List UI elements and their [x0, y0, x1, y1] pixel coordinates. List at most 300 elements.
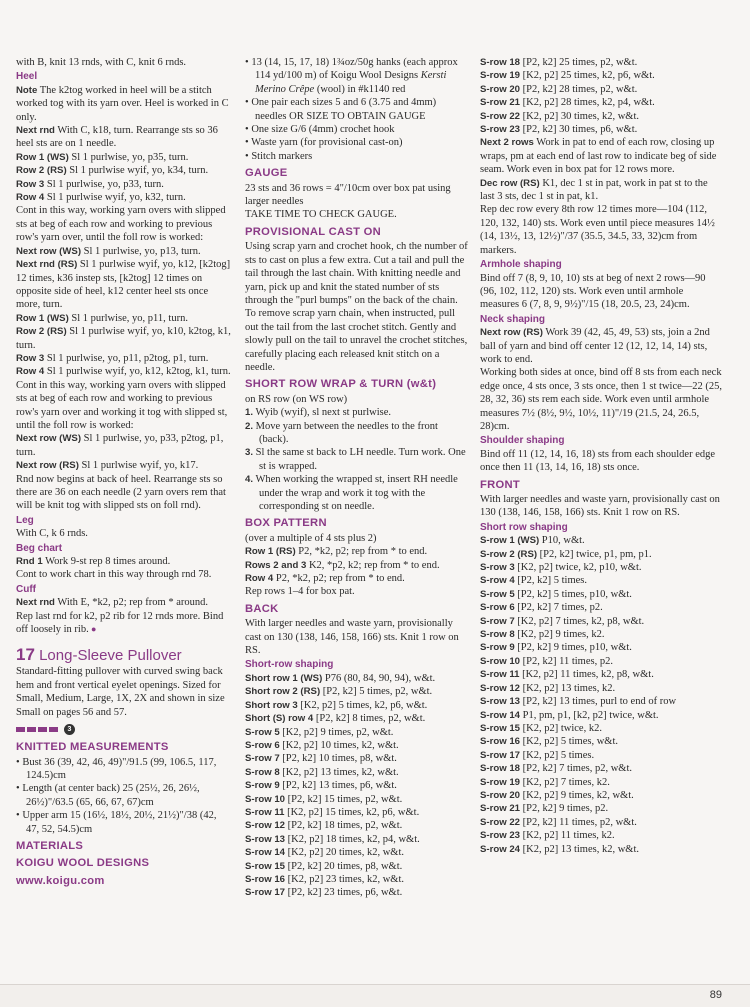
- row-label: S-row 23: [480, 124, 520, 136]
- instruction-paragraph: [16, 124, 231, 151]
- row-label: Next rnd (RS): [16, 259, 78, 271]
- row-label: S-row 16: [245, 873, 285, 885]
- skill-block-icon: [16, 727, 25, 732]
- text: FRONT: [480, 478, 521, 491]
- text: www.koigu.com: [16, 874, 105, 887]
- instruction-paragraph: [480, 615, 723, 628]
- instruction-paragraph: [16, 84, 231, 124]
- text: Upper arm 15 (16½, 18½, 20½, 21½)"/38 (42, 47, 52, 54.5)cm: [22, 810, 217, 835]
- row-label: 4.: [245, 474, 254, 486]
- instruction-paragraph: [16, 56, 231, 69]
- bullet-item: [245, 56, 468, 96]
- bullet-item: [16, 809, 231, 836]
- instruction-paragraph: [245, 819, 468, 832]
- instruction-paragraph: [480, 56, 723, 69]
- text: [K2, p2] 28 times, k2, p4, w&t.: [520, 97, 655, 109]
- text: Sl 1 purlwise, yo, p11, p2tog, p1, turn.: [44, 352, 209, 364]
- bullet-icon: •: [245, 124, 252, 136]
- instruction-paragraph: [480, 203, 723, 257]
- text: [K2, p2] 5 times, w&t.: [520, 736, 618, 748]
- instruction-paragraph: [16, 245, 231, 258]
- row-label: S-row 8: [480, 629, 515, 641]
- text: (wool) in #k1140 red: [314, 83, 406, 95]
- instruction-paragraph: [245, 779, 468, 792]
- instruction-paragraph: [16, 568, 231, 581]
- row-label: S-row 14: [480, 709, 520, 721]
- bullet-icon: •: [245, 137, 252, 149]
- text: [K2, p2] 13 times, k2, w&t.: [520, 843, 639, 855]
- row-label: S-row 9: [245, 780, 280, 792]
- section-heading: [16, 840, 231, 853]
- row-label: Next row (RS): [480, 327, 543, 339]
- bullet-item: [245, 123, 468, 136]
- row-label: S-row 14: [245, 847, 285, 859]
- text: [P2, k2] 5 times.: [514, 575, 587, 587]
- instruction-paragraph: [480, 548, 723, 561]
- instruction-paragraph: [245, 699, 468, 712]
- instruction-paragraph: [480, 601, 723, 614]
- row-label: S-row 7: [245, 753, 280, 765]
- text: [P2, k2] 18 times, p2, w&t.: [285, 820, 403, 832]
- numbered-step: [245, 446, 468, 473]
- instruction-paragraph: [16, 459, 231, 472]
- instruction-paragraph: [16, 610, 231, 637]
- text: Sl 1 purlwise, yo, p13, turn.: [81, 245, 201, 257]
- instruction-paragraph: [480, 574, 723, 587]
- text: GAUGE: [245, 167, 288, 180]
- text: MATERIALS: [16, 839, 84, 852]
- row-label: S-row 17: [480, 749, 520, 761]
- text: [K2, p2] 25 times, k2, p6, w&t.: [520, 70, 655, 82]
- text: K1, dec 1 st in pat, work in pat st to the last 3 sts, dec 1 st in pat, k1.: [480, 177, 708, 203]
- row-label: S-row 7: [480, 615, 515, 627]
- pattern-title: [16, 646, 231, 665]
- row-label: S-row 15: [245, 860, 285, 872]
- instruction-paragraph: [245, 240, 468, 374]
- text: Bind off 7 (8, 9, 10, 10) sts at beg of next 2 rows—90 (96, 102, 112, 120) sts. Work even until armhole measures 6 (7, 8, 9, 9½)"/15 (18, 20.5, 23, 24)cm.: [480, 272, 706, 311]
- bullet-icon: •: [16, 810, 23, 822]
- instruction-paragraph: [16, 151, 231, 164]
- instruction-paragraph: [480, 588, 723, 601]
- column-middle: [245, 56, 468, 900]
- text: Cuff: [16, 583, 36, 595]
- instruction-paragraph: [480, 668, 723, 681]
- text: One size G/6 (4mm) crochet hook: [251, 124, 395, 136]
- text: BOX PATTERN: [245, 517, 327, 530]
- text: [P2, k2] 15 times, p2, w&t.: [285, 793, 403, 805]
- instruction-paragraph: [245, 860, 468, 873]
- numbered-step: [245, 473, 468, 513]
- instruction-paragraph: [245, 712, 468, 725]
- instruction-paragraph: [480, 96, 723, 109]
- text: With larger needles and waste yarn, provisionally cast on 130 (138, 146, 158, 166) sts. Knit 1 row on RS.: [245, 618, 459, 657]
- text: Sl 1 purlwise, yo, p33, p2tog, p1, turn.: [16, 433, 224, 458]
- text: [P2, k2] 25 times, p2, w&t.: [520, 57, 638, 68]
- text: [K2, p2] 10 times, k2, w&t.: [279, 739, 399, 751]
- instruction-paragraph: [480, 802, 723, 815]
- row-label: Short row 1 (WS): [245, 672, 323, 684]
- text: P1, pm, p1, [k2, p2] twice, w&t.: [520, 709, 659, 721]
- row-label: S-row 2 (RS): [480, 548, 538, 560]
- instruction-paragraph: [480, 448, 723, 475]
- bullet-item: [16, 782, 231, 809]
- row-label: Next rnd: [16, 597, 55, 609]
- subsection-heading: [16, 542, 231, 555]
- text: [K2, p2] 18 times, k2, p4, w&t.: [285, 833, 420, 845]
- text: Bind off 11 (12, 14, 16, 18) sts from each shoulder edge once then 11 (13, 14, 16, 18) sts once.: [480, 448, 716, 474]
- text: with B, knit 13 rnds, with C, knit 6 rnds.: [16, 57, 187, 68]
- text: Using scrap yarn and crochet hook, ch the number of sts to cast on plus a few extra. Cut a tail and pull the tail through the last chain. With knitting needle and yarn, pick up and knit the stated number of sts through the "purl bumps" on the back of the chain. To remove scrap yarn chain, when instructed, pull out the tail from the last crochet stitch. Gently and slowly pull on the tail to unravel the crochet stitches, carefully placing each released knit stitch on a needle.: [245, 241, 468, 373]
- text: Neck shaping: [480, 313, 546, 325]
- instruction-paragraph: [16, 432, 231, 459]
- yarn-name: Kersti Merino Crêpe: [255, 70, 447, 95]
- instruction-paragraph: [245, 766, 468, 779]
- instruction-paragraph: [480, 83, 723, 96]
- row-label: S-row 21: [480, 97, 520, 109]
- row-label: S-row 18: [480, 57, 520, 68]
- text: P76 (80, 84, 90, 94), w&t.: [322, 672, 436, 684]
- heel-leg-cuff-instructions: [16, 56, 231, 636]
- instruction-paragraph: [480, 749, 723, 762]
- text: Work 9-st rep 8 times around.: [42, 556, 171, 568]
- text: [K2, p2] 5 times.: [520, 749, 595, 761]
- row-label: S-row 23: [480, 830, 520, 842]
- row-label: S-row 18: [480, 763, 520, 775]
- text: Rep dec row every 8th row 12 times more—104 (112, 120, 132, 140) sts. Work even until piece measures 14½ (14, 13½, 13, 12½)"/37 (35.5, 34.5, 33, 32)cm from markers.: [480, 204, 715, 256]
- row-label: Row 2 (RS): [16, 326, 67, 338]
- instruction-paragraph: [16, 204, 231, 244]
- pattern-name: Long-Sleeve Pullover: [39, 647, 182, 665]
- text: [K2, p2] 30 times, k2, w&t.: [520, 110, 639, 122]
- row-label: Row 3: [16, 178, 45, 190]
- text: [P2, k2] 13 times, purl to end of row: [520, 696, 677, 708]
- bullet-item: [16, 756, 231, 783]
- skill-badge-icon: 3: [64, 724, 75, 735]
- text: [K2, p2] 7 times, k2, p8, w&t.: [514, 615, 645, 627]
- instruction-paragraph: [480, 326, 723, 366]
- row-label: Row 2 (RS): [16, 165, 67, 177]
- row-label: S-row 6: [480, 602, 515, 614]
- text: BACK: [245, 602, 279, 615]
- subsection-heading: [16, 583, 231, 596]
- instruction-paragraph: [480, 843, 723, 856]
- instruction-paragraph: [245, 793, 468, 806]
- row-label: Rnd 1: [16, 556, 43, 568]
- section-heading: [16, 741, 231, 754]
- text: [P2, k2] 9 times, p10, w&t.: [514, 642, 632, 654]
- text: [P2, k2] 8 times, p2, w&t.: [313, 713, 426, 725]
- instruction-paragraph: [480, 177, 723, 204]
- text: Stitch markers: [251, 150, 313, 162]
- column-right: [480, 56, 723, 856]
- text: With C, k 6 rnds.: [16, 528, 88, 540]
- text: [P2, k2] 10 times, p8, w&t.: [279, 753, 397, 765]
- text: [K2, p2] 7 times, k2.: [520, 776, 610, 788]
- text: [P2, k2] 7 times, p2.: [514, 602, 603, 614]
- text: [K2, p2] twice, k2.: [520, 722, 602, 734]
- text: (over a multiple of 4 sts plus 2): [245, 532, 377, 544]
- row-label: Short row 2 (RS): [245, 686, 321, 698]
- row-label: S-row 1 (WS): [480, 535, 540, 547]
- instruction-paragraph: [16, 365, 231, 378]
- instruction-paragraph: [480, 829, 723, 842]
- subsection-heading: [480, 521, 723, 534]
- text: Length (at center back) 25 (25½, 26, 26½, 26½)"/63.5 (65, 66, 67, 67)cm: [22, 783, 200, 808]
- instruction-paragraph: [16, 164, 231, 177]
- bullet-item: [245, 96, 468, 123]
- text: KOIGU WOOL DESIGNS: [16, 857, 150, 870]
- row-label: Row 3: [16, 352, 45, 364]
- row-label: S-row 10: [480, 655, 520, 667]
- row-label: 2.: [245, 420, 254, 432]
- text: Armhole shaping: [480, 259, 562, 271]
- text: 13 (14, 15, 17, 18) 1¾oz/50g hanks (each approx 114 yd/100 m) of Koigu Wool Designs: [251, 57, 458, 82]
- instruction-paragraph: [245, 846, 468, 859]
- instruction-paragraph: [16, 527, 231, 540]
- text: Rnd now begins at back of heel. Rearrange sts so there are 36 on each needle (2 yarn overs rem that will be knit tog with slipped sts on foll rnd).: [16, 473, 226, 512]
- instruction-paragraph: [16, 596, 231, 609]
- text: [K2, p2] 11 times, k2, p8, w&t.: [519, 669, 654, 681]
- row-label: Short (S) row 4: [245, 713, 314, 725]
- text: [P2, k2] 11 times, p2.: [520, 655, 613, 667]
- section-heading: [16, 875, 231, 888]
- row-label: Note: [16, 84, 38, 96]
- row-label: S-row 9: [480, 642, 515, 654]
- instruction-paragraph: [480, 534, 723, 547]
- text: Wyib (wyif), sl next st purlwise.: [253, 407, 392, 419]
- instruction-paragraph: [480, 136, 723, 176]
- skill-block-icon: [38, 727, 47, 732]
- skill-block-icon: [27, 727, 36, 732]
- text: Rep last rnd for k2, p2 rib for 12 rnds more. Bind off loosely in rib.: [16, 610, 224, 636]
- instruction-paragraph: [480, 709, 723, 722]
- instruction-paragraph: [480, 69, 723, 82]
- bullet-icon: •: [245, 97, 252, 109]
- text: [P2, k2] 28 times, p2, w&t.: [520, 83, 638, 95]
- instruction-paragraph: [480, 655, 723, 668]
- instruction-paragraph: [480, 789, 723, 802]
- instruction-paragraph: [480, 366, 723, 433]
- skill-level-indicator: [16, 724, 231, 735]
- text: Rep rows 1–4 for box pat.: [245, 586, 355, 598]
- text: With larger needles and waste yarn, provisionally cast on 130 (138, 146, 158, 166) sts. Knit 1 row on RS.: [480, 494, 720, 519]
- text: [P2, k2] twice, p1, pm, p1.: [537, 548, 652, 560]
- row-label: 3.: [245, 447, 254, 459]
- measurements-materials: [16, 741, 231, 888]
- text: PROVISIONAL CAST ON: [245, 225, 382, 238]
- text: [P2, k2] 23 times, p6, w&t.: [285, 887, 403, 899]
- instruction-paragraph: [245, 559, 468, 572]
- instruction-paragraph: [245, 806, 468, 819]
- row-label: S-row 13: [480, 696, 520, 708]
- text: [P2, k2] 7 times, p2, w&t.: [520, 763, 632, 775]
- text: The k2tog worked in heel will be a stitch worked tog with its yarn over. Heel is worked in C only.: [16, 84, 229, 123]
- instruction-paragraph: [16, 258, 231, 312]
- text: [K2, p2] 9 times, p2, w&t.: [279, 726, 394, 738]
- numbered-step: [245, 406, 468, 419]
- row-label: Row 4: [16, 366, 45, 378]
- text: TAKE TIME TO CHECK GAUGE.: [245, 209, 397, 221]
- instruction-paragraph: [245, 726, 468, 739]
- row-label: Row 1 (RS): [245, 546, 296, 558]
- instruction-paragraph: [16, 352, 231, 365]
- numbered-step: [245, 420, 468, 447]
- text: [K2, p2] 20 times, k2, w&t.: [285, 847, 404, 859]
- skill-block-icon: [49, 727, 58, 732]
- instruction-paragraph: [480, 722, 723, 735]
- text: P2, *k2, p2; rep from * to end.: [273, 573, 405, 585]
- instruction-paragraph: [245, 617, 468, 657]
- bullet-icon: •: [16, 783, 23, 795]
- row-label: Dec row (RS): [480, 177, 540, 189]
- instruction-paragraph: [245, 752, 468, 765]
- section-heading: [245, 603, 468, 616]
- instruction-paragraph: [480, 682, 723, 695]
- text: Shoulder shaping: [480, 435, 565, 447]
- text: When working the wrapped st, insert RH needle under the wrap and work it tog with the corresponding st on needle.: [253, 474, 458, 512]
- instruction-paragraph: [480, 695, 723, 708]
- row-label: Row 1 (WS): [16, 312, 69, 324]
- text: Cont in this way, working yarn overs with slipped sts at beg of each row and working to previous row's yarn over and working it tog with slipped st, until the foll row is worked:: [16, 379, 228, 431]
- subsection-heading: [16, 514, 231, 527]
- instruction-paragraph: [16, 312, 231, 325]
- text: Heel: [16, 71, 38, 83]
- text: KNITTED MEASUREMENTS: [16, 741, 169, 754]
- section-heading: [245, 517, 468, 530]
- instruction-paragraph: [480, 735, 723, 748]
- text: Sl 1 purlwise, yo, p11, turn.: [68, 312, 188, 324]
- row-label: Row 4: [245, 573, 274, 585]
- subsection-heading: [480, 313, 723, 326]
- text: SHORT ROW WRAP & TURN (w&t): [245, 378, 437, 391]
- bullet-icon: •: [245, 57, 252, 68]
- text: Sl 1 purlwise wyif, yo, k17.: [78, 460, 199, 472]
- text: [P2, k2] 30 times, p6, w&t.: [520, 124, 638, 136]
- text: Sl 1 purlwise wyif, yo, k12, [k2tog] 12 times, k36 instep sts, [k2tog] 12 times on opposite side of heel, k12 center heel sts once more, turn.: [16, 259, 231, 311]
- section-heading: [480, 479, 723, 492]
- instruction-paragraph: [245, 182, 468, 209]
- row-label: S-row 12: [480, 682, 520, 694]
- subsection-heading: [16, 70, 231, 83]
- row-label: S-row 15: [480, 722, 520, 734]
- text: [P2, k2] 9 times, p2.: [520, 803, 609, 815]
- subsection-heading: [480, 434, 723, 447]
- text: [P2, k2] 20 times, p8, w&t.: [285, 860, 403, 872]
- row-label: Row 4: [16, 192, 45, 204]
- instruction-paragraph: [245, 672, 468, 685]
- row-label: Next row (WS): [16, 245, 82, 257]
- text: [K2, p2] 15 times, k2, p6, w&t.: [284, 806, 420, 818]
- instruction-paragraph: [16, 379, 231, 433]
- row-label: S-row 22: [480, 816, 520, 828]
- footer-band: [0, 984, 750, 1007]
- instruction-paragraph: [245, 833, 468, 846]
- row-label: S-row 6: [245, 739, 280, 751]
- text: With C, k18, turn. Rearrange sts so 36 heel sts are on 1 needle.: [16, 125, 218, 150]
- instruction-paragraph: [16, 325, 231, 352]
- section-heading: [245, 378, 468, 391]
- row-label: S-row 19: [480, 70, 520, 82]
- instruction-paragraph: [480, 762, 723, 775]
- row-label: S-row 3: [480, 562, 515, 574]
- text: [K2, p2] 9 times, k2, w&t.: [520, 789, 634, 801]
- text: P2, *k2, p2; rep from * to end.: [295, 546, 428, 558]
- instruction-paragraph: [16, 555, 231, 568]
- instruction-paragraph: [480, 628, 723, 641]
- subsection-heading: [245, 658, 468, 671]
- instruction-paragraph: [16, 191, 231, 204]
- pattern-number: 17: [16, 645, 35, 665]
- row-label: S-row 16: [480, 736, 520, 748]
- text: Working both sides at once, bind off 8 sts from each neck edge once, 4 sts once, 3 sts once, then 1 st twice—22 (25, 28, 32, 36) sts rem each side. Work even until armhole measures 7½ (8½, 9½, 10½, 11)"/19 (21.5, 24, 26.5, 28)cm.: [480, 367, 723, 432]
- text: [K2, p2] 23 times, k2, w&t.: [285, 873, 404, 885]
- row-label: S-row 8: [245, 766, 280, 778]
- text: [K2, p2] 13 times, k2, w&t.: [279, 766, 399, 778]
- text: Cont to work chart in this way through rnd 78.: [16, 569, 212, 581]
- instruction-paragraph: [245, 572, 468, 585]
- row-label: S-row 22: [480, 110, 520, 122]
- text: Short row shaping: [480, 521, 568, 533]
- instruction-paragraph: [245, 873, 468, 886]
- row-label: Next rnd: [16, 125, 55, 137]
- bullet-icon: •: [16, 756, 23, 768]
- text: [P2, k2] 5 times, p2, w&t.: [320, 686, 433, 698]
- text: Cont in this way, working yarn overs with slipped sts at beg of each row and working to previous row's yarn over, until the foll row is worked:: [16, 205, 226, 244]
- text: [P2, k2] 13 times, p6, w&t.: [279, 780, 397, 792]
- text: With E, *k2, p2; rep from * around.: [54, 597, 208, 609]
- row-label: S-row 21: [480, 803, 520, 815]
- row-label: S-row 10: [245, 793, 285, 805]
- text: Sl 1 purlwise wyif, yo, k34, turn.: [66, 165, 209, 177]
- instruction-paragraph: [480, 110, 723, 123]
- instruction-paragraph: [480, 561, 723, 574]
- text: Beg chart: [16, 542, 63, 554]
- instruction-paragraph: [245, 585, 468, 598]
- bullet-item: [245, 150, 468, 163]
- row-label: Next 2 rows: [480, 137, 534, 149]
- row-label: Rows 2 and 3: [245, 559, 307, 571]
- text: Sl 1 purlwise wyif, yo, k32, turn.: [44, 192, 186, 204]
- text: Sl 1 purlwise wyif, yo, k12, k2tog, k1, turn.: [44, 366, 231, 378]
- text: Bust 36 (39, 42, 46, 49)"/91.5 (99, 106.5, 117, 124.5)cm: [22, 756, 217, 781]
- pattern-intro: Standard-fitting pullover with curved swing back hem and front vertical eyelet openings. Sized for Small, Medium, Large, 1X, 2X and shown in size Small on pages 56 and 57.: [16, 666, 225, 718]
- row-label: S-row 20: [480, 789, 520, 801]
- instruction-paragraph: [16, 473, 231, 513]
- text: One pair each sizes 5 and 6 (3.75 and 4mm) needles OR SIZE TO OBTAIN GAUGE: [251, 97, 437, 122]
- row-label: S-row 17: [245, 887, 285, 899]
- row-label: S-row 11: [480, 669, 520, 681]
- instruction-paragraph: [245, 685, 468, 698]
- text: 23 sts and 36 rows = 4"/10cm over box pat using larger needles: [245, 182, 451, 208]
- bullet-icon: •: [245, 150, 252, 162]
- text: [K2, p2] 9 times, k2.: [514, 629, 605, 641]
- row-label: S-row 24: [480, 843, 520, 855]
- text: Sl the same st back to LH needle. Turn work. One st is wrapped.: [253, 447, 466, 472]
- row-label: Short row 3: [245, 699, 298, 711]
- subsection-heading: [480, 258, 723, 271]
- instruction-paragraph: [16, 178, 231, 191]
- text: [K2, p2] 11 times, k2.: [520, 830, 615, 842]
- text: Sl 1 purlwise, yo, p33, turn.: [44, 178, 164, 190]
- text: Waste yarn (for provisional cast-on): [251, 137, 403, 149]
- instruction-paragraph: [480, 272, 723, 312]
- row-label: S-row 4: [480, 575, 515, 587]
- text: Work in pat to end of each row, closing up wraps, pm at each end of last row to indicate beg of side seam. Work even in box pat for 12 rows more.: [480, 137, 717, 176]
- instruction-paragraph: [245, 393, 468, 406]
- section-heading: [16, 857, 231, 870]
- text: [P2, k2] 11 times, p2, w&t.: [520, 816, 637, 828]
- instruction-paragraph: [245, 739, 468, 752]
